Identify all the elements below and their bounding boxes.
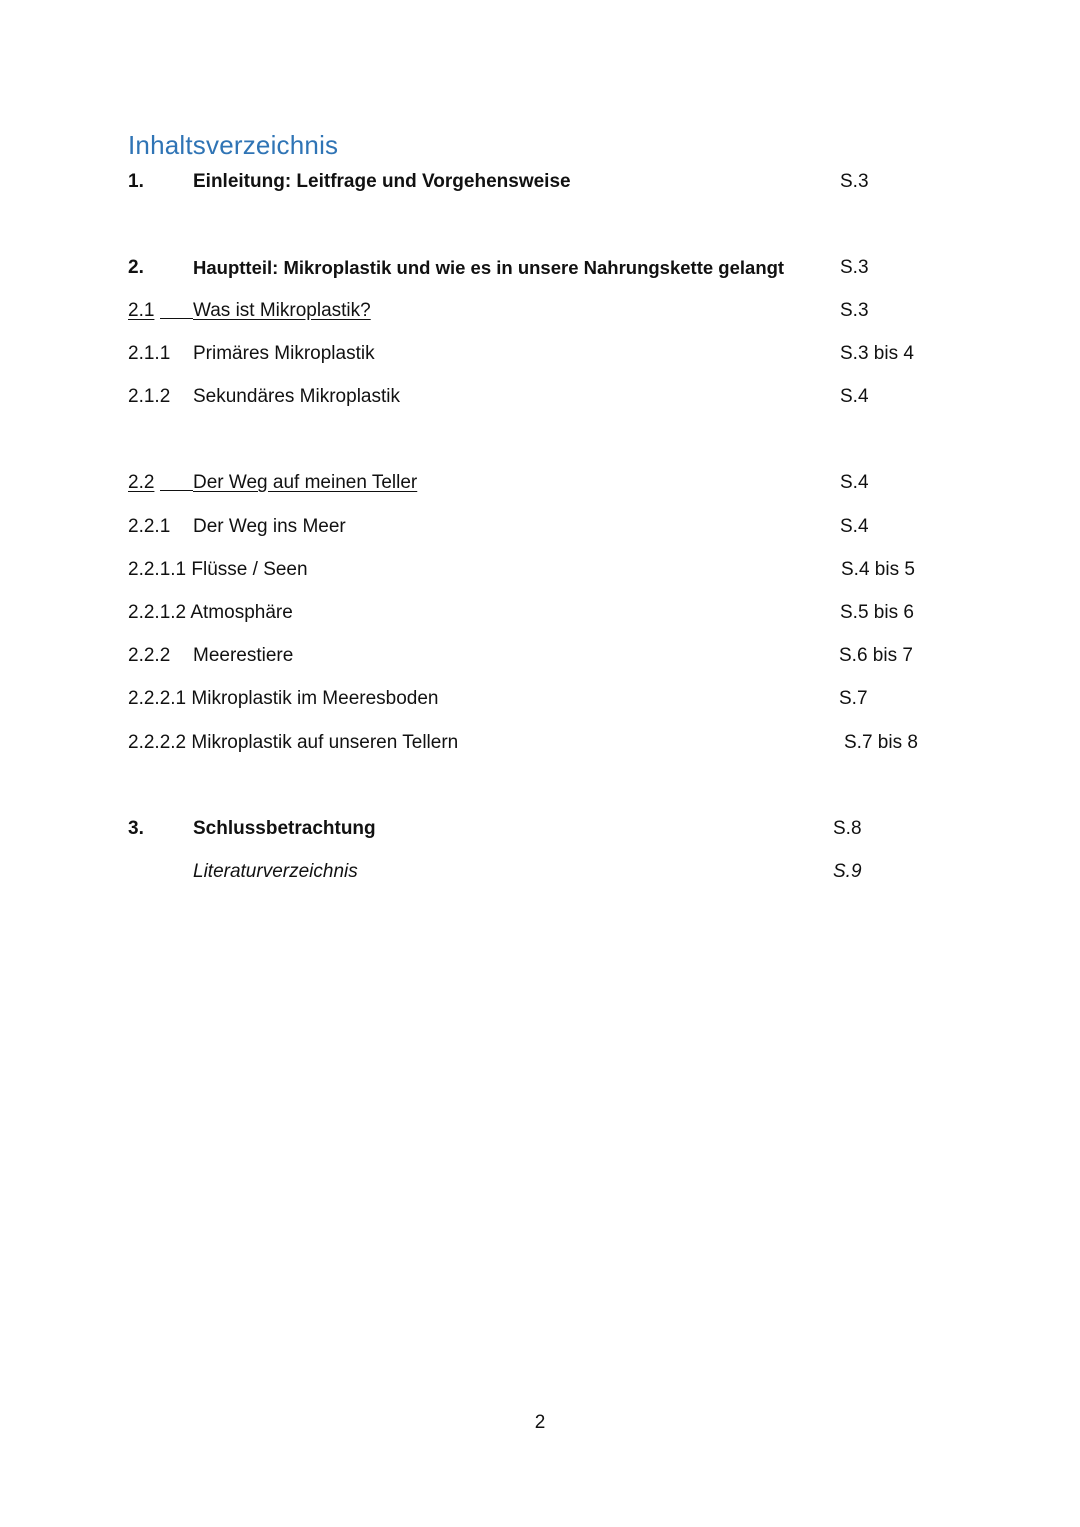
toc-title: Meerestiere — [193, 645, 294, 666]
toc-page-ref: S.4 — [840, 386, 869, 407]
toc-page-ref: S.3 — [840, 257, 869, 278]
toc-title: Literaturverzeichnis — [193, 861, 358, 882]
toc-number-text: 2.2.2.1 — [128, 688, 187, 709]
toc-number — [128, 684, 438, 714]
toc-number: 2.2 — [128, 472, 155, 493]
toc-entry-2-1-2 — [0, 382, 1080, 412]
toc-title: Der Weg ins Meer — [193, 516, 346, 537]
toc-entry-literature — [0, 857, 1080, 887]
toc-page-ref: S.6 bis 7 — [839, 645, 913, 666]
toc-entry-2-2-1 — [0, 512, 1080, 542]
toc-page-ref: S.4 — [840, 516, 869, 537]
toc-entry-2-2 — [0, 468, 1080, 498]
toc-title: Primäres Mikroplastik — [193, 343, 375, 364]
toc-page-ref: S.4 bis 5 — [841, 559, 915, 580]
toc-number: 2.1.2 — [128, 386, 171, 407]
toc-title: Hauptteil: Mikroplastik und wie es in unsere Nahrungskette gelangt — [193, 257, 785, 278]
toc-number — [128, 728, 458, 758]
toc-title: Mikroplastik im Meeresboden — [191, 688, 439, 709]
toc-number — [128, 598, 293, 628]
toc-entry-1 — [0, 167, 1080, 197]
toc-title: Atmosphäre — [190, 602, 293, 623]
toc-number-text: 2.2.1.2 — [128, 602, 187, 623]
toc-entry-2-1-1 — [0, 339, 1080, 369]
page-title: Inhaltsverzeichnis — [128, 130, 339, 160]
toc-number: 1. — [128, 171, 144, 192]
toc-entry-3 — [0, 814, 1080, 844]
toc-entry-2-1 — [0, 296, 1080, 326]
toc-underline — [160, 318, 193, 319]
toc-number-text: 2.2.1.1 — [128, 559, 187, 580]
toc-page-ref: S.7 bis 8 — [844, 732, 918, 753]
toc-number: 2.2.2 — [128, 645, 171, 666]
toc-entry-2-2-1-2 — [0, 598, 1080, 628]
toc-number: 2.2.1 — [128, 516, 171, 537]
toc-page-ref: S.3 — [840, 171, 869, 192]
page-number: 2 — [534, 1412, 546, 1433]
toc-title: Einleitung: Leitfrage und Vorgehensweise — [193, 171, 571, 192]
toc-page-ref: S.9 — [833, 861, 862, 882]
toc-number: 2. — [128, 257, 144, 278]
toc-entry-2-2-1-1 — [0, 555, 1080, 585]
toc-number: 2.1.1 — [128, 343, 171, 364]
toc-title: Was ist Mikroplastik? — [193, 300, 371, 321]
toc-entry-2 — [0, 253, 1080, 283]
toc-title: Sekundäres Mikroplastik — [193, 386, 400, 407]
toc-title: Flüsse / Seen — [191, 559, 308, 580]
toc-entry-2-2-2-2 — [0, 728, 1080, 758]
toc-number: 3. — [128, 818, 144, 839]
toc-underline — [160, 490, 193, 491]
toc-page-ref: S.8 — [833, 818, 862, 839]
toc-page-ref: S.3 bis 4 — [840, 343, 914, 364]
toc-page-ref: S.4 — [840, 472, 869, 493]
toc-number: 2.1 — [128, 300, 155, 321]
toc-number — [128, 555, 308, 585]
toc-entry-2-2-2-1 — [0, 684, 1080, 714]
toc-page-ref: S.3 — [840, 300, 869, 321]
toc-title: Der Weg auf meinen Teller — [193, 472, 418, 493]
toc-page-ref: S.7 — [839, 688, 868, 709]
toc-page-ref: S.5 bis 6 — [840, 602, 914, 623]
toc-entry-2-2-2 — [0, 641, 1080, 671]
toc-number-text: 2.2.2.2 — [128, 732, 187, 753]
toc-title: Schlussbetrachtung — [193, 818, 376, 839]
toc-title: Mikroplastik auf unseren Tellern — [191, 732, 459, 753]
